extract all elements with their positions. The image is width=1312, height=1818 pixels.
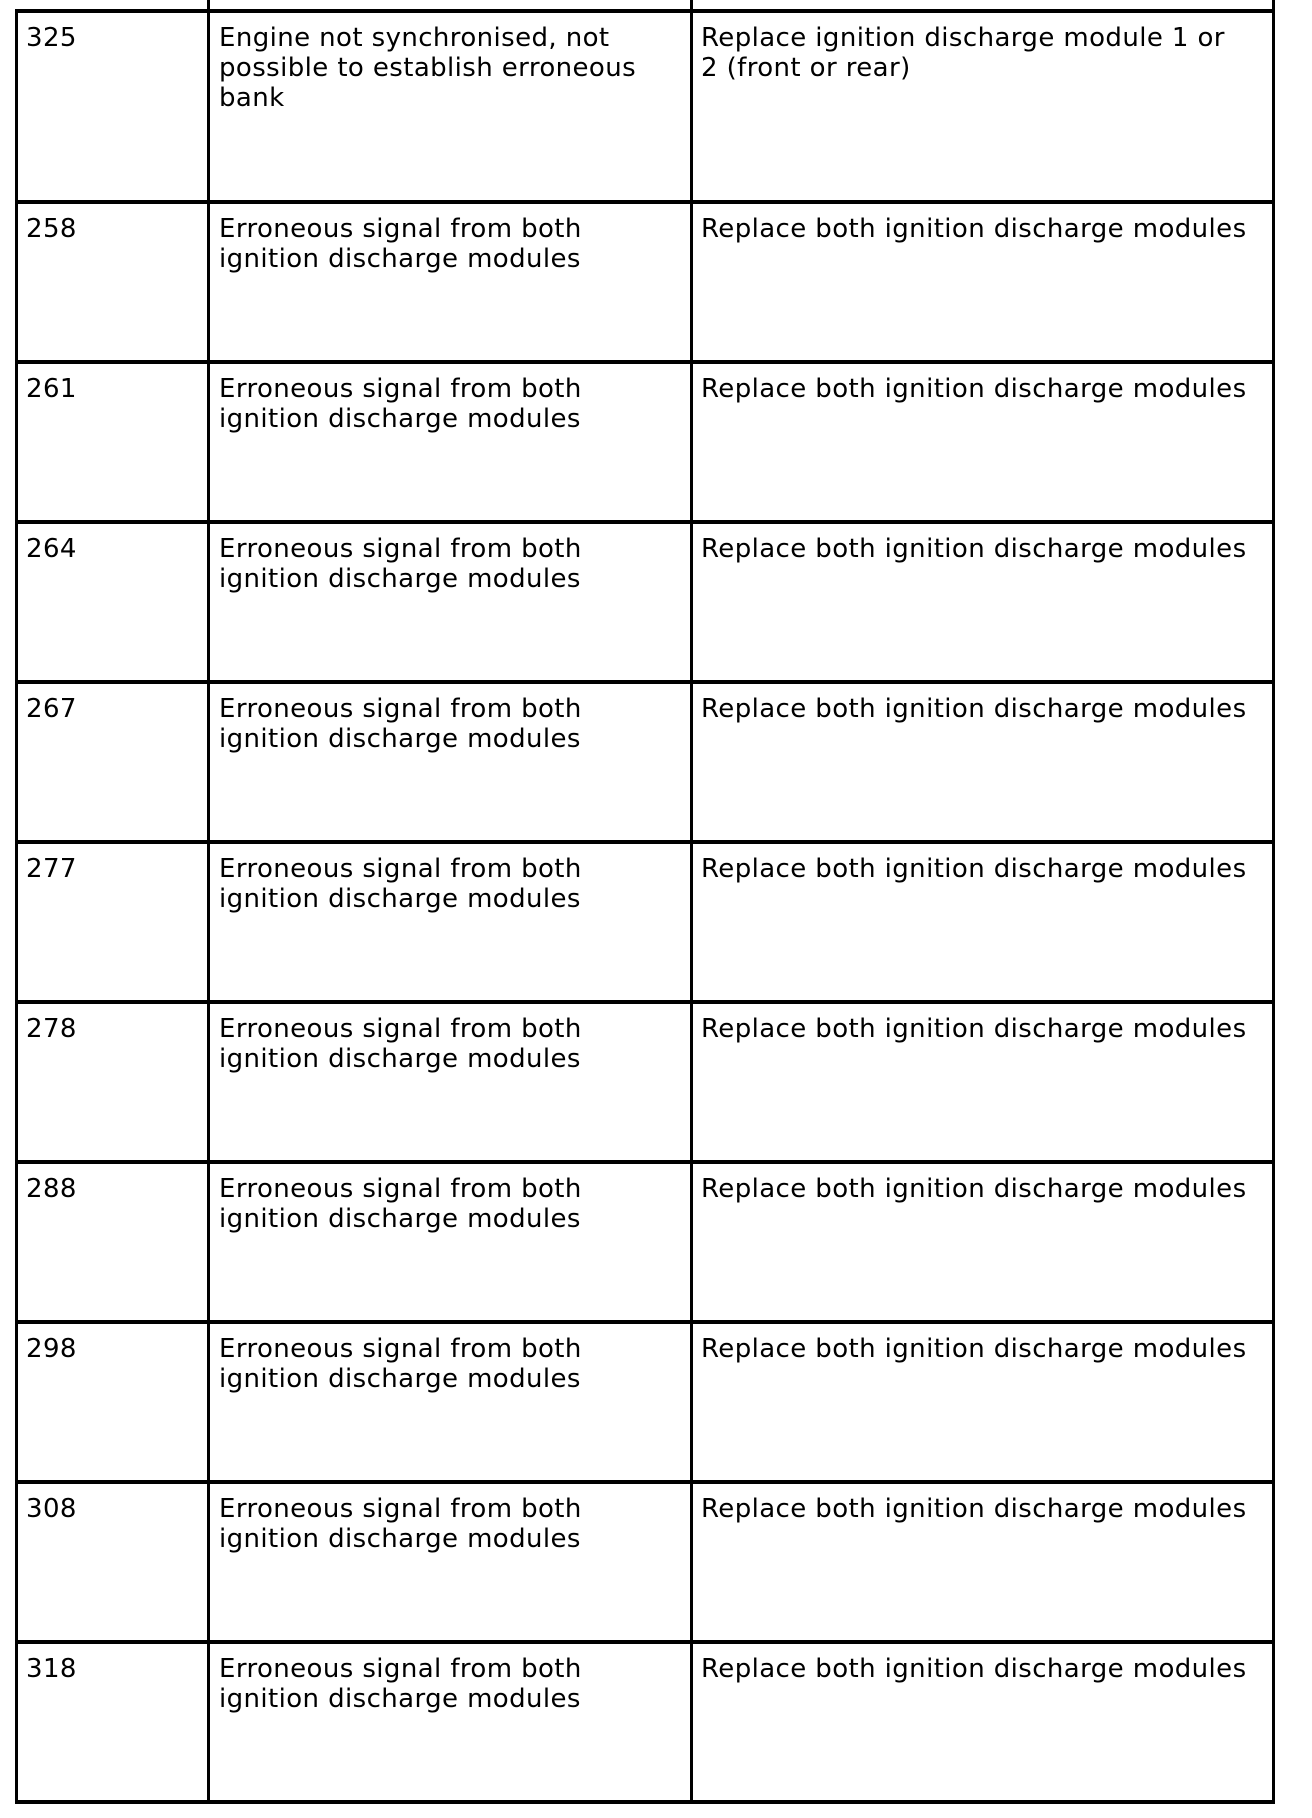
cell-text-line: 288 (26, 1174, 77, 1204)
cell-text-line: ignition discharge modules (219, 1524, 581, 1554)
table-row (18, 844, 1275, 1004)
cell-text-line: Erroneous signal from both (219, 1654, 582, 1684)
fault-description-cell (210, 1324, 693, 1484)
cell-text-line: Replace both ignition discharge modules (701, 534, 1247, 564)
fault-code-cell (18, 204, 210, 364)
cell-text-line: ignition discharge modules (219, 1364, 581, 1394)
cell-text-line: Replace both ignition discharge modules (701, 374, 1247, 404)
fault-code-cell (18, 364, 210, 524)
fault-code-cell (18, 1484, 210, 1644)
fault-description-cell (210, 204, 693, 364)
remedy-cell (693, 13, 1275, 204)
cell-text-line: ignition discharge modules (219, 244, 581, 274)
fault-code-cell (18, 1164, 210, 1324)
cell-text-line: ignition discharge modules (219, 404, 581, 434)
fault-description-cell (210, 1484, 693, 1644)
cell-text-line: Replace both ignition discharge modules (701, 1014, 1247, 1044)
fault-code-cell (18, 13, 210, 204)
cell-text-line: Erroneous signal from both (219, 1334, 582, 1364)
fault-code-cell (18, 1004, 210, 1164)
cell-text-line: Replace both ignition discharge modules (701, 1494, 1247, 1524)
cell-text-line: 308 (26, 1494, 77, 1524)
cell-text-line: Replace both ignition discharge modules (701, 214, 1247, 244)
cell-text-line: Replace both ignition discharge modules (701, 694, 1247, 724)
fault-code-cell (18, 1324, 210, 1484)
table-row (18, 524, 1275, 684)
cell-text-line: ignition discharge modules (219, 1204, 581, 1234)
cell-text-line: 258 (26, 214, 77, 244)
table-row (18, 1004, 1275, 1164)
fault-code-cell (18, 1644, 210, 1804)
cell-text-line: 264 (26, 534, 77, 564)
cell-text-line: 325 (26, 23, 77, 53)
table-row (18, 1164, 1275, 1324)
cell-text-line: 318 (26, 1654, 77, 1684)
fault-code-cell (18, 684, 210, 844)
fault-description-cell (210, 1164, 693, 1324)
cell-text-line: Erroneous signal from both (219, 534, 582, 564)
remedy-cell (693, 524, 1275, 684)
cell-text-line: Replace both ignition discharge modules (701, 1174, 1247, 1204)
cell-text-line: Erroneous signal from both (219, 1494, 582, 1524)
cell-text-line: ignition discharge modules (219, 1684, 581, 1714)
cell-text-line: Erroneous signal from both (219, 214, 582, 244)
table-row (18, 684, 1275, 844)
fault-description-cell (210, 1644, 693, 1804)
cell-text-line: ignition discharge modules (219, 884, 581, 914)
cell-text-line: Erroneous signal from both (219, 1174, 582, 1204)
fault-description-cell (210, 684, 693, 844)
table-row (18, 364, 1275, 524)
cell-text-line: Erroneous signal from both (219, 1014, 582, 1044)
table-row (18, 13, 1275, 204)
cell-text-line: ignition discharge modules (219, 724, 581, 754)
fault-description-cell (210, 524, 693, 684)
cell-text-line: Erroneous signal from both (219, 694, 582, 724)
cell-text-line: Replace both ignition discharge modules (701, 854, 1247, 884)
fault-description-cell (210, 844, 693, 1004)
remedy-cell (693, 1164, 1275, 1324)
fault-code-cell (18, 844, 210, 1004)
remedy-cell (693, 1324, 1275, 1484)
cell-text-line: Replace both ignition discharge modules (701, 1654, 1247, 1684)
remedy-cell (693, 684, 1275, 844)
fault-description-cell (210, 1004, 693, 1164)
fault-code-cell (18, 524, 210, 684)
remedy-cell (693, 1644, 1275, 1804)
cell-text-line: Engine not synchronised, not (219, 23, 610, 53)
remedy-cell (693, 204, 1275, 364)
cell-text-line: possible to establish erroneous (219, 53, 637, 83)
remedy-cell (693, 844, 1275, 1004)
cell-text-line: Replace both ignition discharge modules (701, 1334, 1247, 1364)
table-row (18, 1484, 1275, 1644)
cell-text-line: 278 (26, 1014, 77, 1044)
cell-text-line: ignition discharge modules (219, 564, 581, 594)
fault-description-cell (210, 364, 693, 524)
cell-text-line: Replace ignition discharge module 1 or (701, 23, 1225, 53)
fault-description-cell (210, 13, 693, 204)
cell-text-line: bank (219, 83, 285, 113)
cell-text-line: 261 (26, 374, 77, 404)
table-row (18, 1644, 1275, 1804)
cell-text-line: 277 (26, 854, 77, 884)
remedy-cell (693, 364, 1275, 524)
fault-code-table-body (18, 13, 1275, 1804)
table-row (18, 204, 1275, 364)
fault-code-table (15, 9, 1275, 1804)
cell-text-line: 298 (26, 1334, 77, 1364)
table-row (18, 1324, 1275, 1484)
cell-text-line: ignition discharge modules (219, 1044, 581, 1074)
remedy-cell (693, 1484, 1275, 1644)
cell-text-line: 2 (front or rear) (701, 53, 911, 83)
cell-text-line: Erroneous signal from both (219, 374, 582, 404)
cell-text-line: 267 (26, 694, 77, 724)
remedy-cell (693, 1004, 1275, 1164)
cell-text-line: Erroneous signal from both (219, 854, 582, 884)
